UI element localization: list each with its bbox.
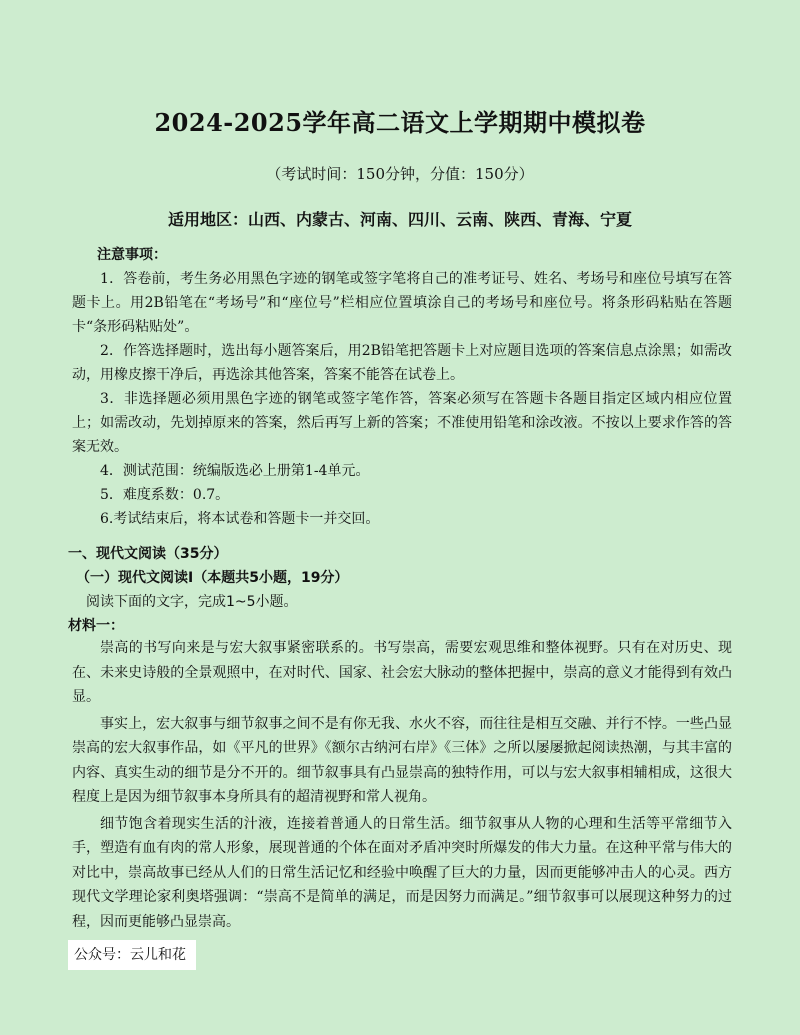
passage-paragraph-2: 事实上，宏大叙事与细节叙事之间不是有你无我、水火不容，而往往是相互交融、并行不悖。一些凸显崇高的宏大叙事作品，如《平凡的世界》《额尔古纳河右岸》《三体》之所以屡屡掀起阅读热潮，与其丰富的内容、真实生动的细节是分不开的。细节叙事具有凸显崇高的独特作用，可以与宏大叙事相辅相成，这很大程度上是因为细节叙事本身所具有的超清视野和常人视角。: [72, 715, 732, 805]
notice-item-5: 5．难度系数：0.7。: [100, 487, 230, 503]
notice-item-2: 2．作答选择题时，选出每小题答案后，用2B铅笔把答题卡上对应题目选项的答案信息点涂黑；如需改动，用橡皮擦干净后，再选涂其他答案，答案不能答在试卷上。: [72, 343, 732, 383]
notice-item-6: 6.考试结束后，将本试卷和答题卡一并交回。: [100, 511, 380, 527]
passage: [72, 636, 732, 936]
reading-instruction: 阅读下面的文字，完成1~5小题。: [86, 594, 298, 610]
applicable-regions: 适用地区：山西、内蒙古、河南、四川、云南、陕西、青海、宁夏: [167, 210, 632, 229]
passage-paragraph-1: 崇高的书写向来是与宏大叙事紧密联系的。书写崇高，需要宏观思维和整体视野。只有在对历史、现在、未来史诗般的全景观照中，在对时代、国家、社会宏大脉动的整体把握中，崇高的意义才能得到有效凸显。: [72, 640, 732, 705]
watermark-label: 公众号：云儿和花: [68, 940, 196, 970]
notice-item-1: 1．答卷前，考生务必用黑色字迹的钢笔或签字笔将自己的准考证号、姓名、考场号和座位号填写在答题卡上。用2B铅笔在“考场号”和“座位号”栏相应位置填涂自己的考场号和座位号。将条形码粘贴在答题卡“条形码粘贴处”。: [72, 271, 732, 335]
material-label: 材料一：: [68, 618, 124, 634]
section-heading-modern-reading: 一、现代文阅读（35分）: [68, 546, 228, 562]
exam-duration-score: （考试时间：150分钟，分值：150分）: [266, 165, 534, 183]
page-title: 2024-2025学年高二语文上学期期中模拟卷: [154, 108, 646, 137]
notice-item-4: 4．测试范围：统编版选必上册第1-4单元。: [100, 463, 370, 479]
subsection-heading-reading-1: （一）现代文阅读Ⅰ（本题共5小题，19分）: [76, 570, 349, 586]
notice-item-3: 3．非选择题必须用黑色字迹的钢笔或签字笔作答，答案必须写在答题卡各题目指定区域内相应位置上；如需改动，先划掉原来的答案，然后再写上新的答案；不准使用铅笔和涂改液。不按以上要求作答的答案无效。: [72, 391, 732, 455]
notice-heading: 注意事项：: [97, 247, 167, 263]
notice-block: [72, 243, 732, 531]
passage-paragraph-3: 细节饱含着现实生活的汁液，连接着普通人的日常生活。细节叙事从人物的心理和生活等平常细节入手，塑造有血有肉的常人形象，展现普通的个体在面对矛盾冲突时所爆发的伟大力量。在这种平常与伟大的对比中，崇高故事已经从人们的日常生活记忆和经验中唤醒了巨大的力量，因而更能够冲击人的心灵。西方现代文学理论家利奥塔强调：“崇高不是简单的满足，而是因努力而满足。”细节叙事可以展现这种努力的过程，因而更能够凸显崇高。: [72, 815, 732, 930]
